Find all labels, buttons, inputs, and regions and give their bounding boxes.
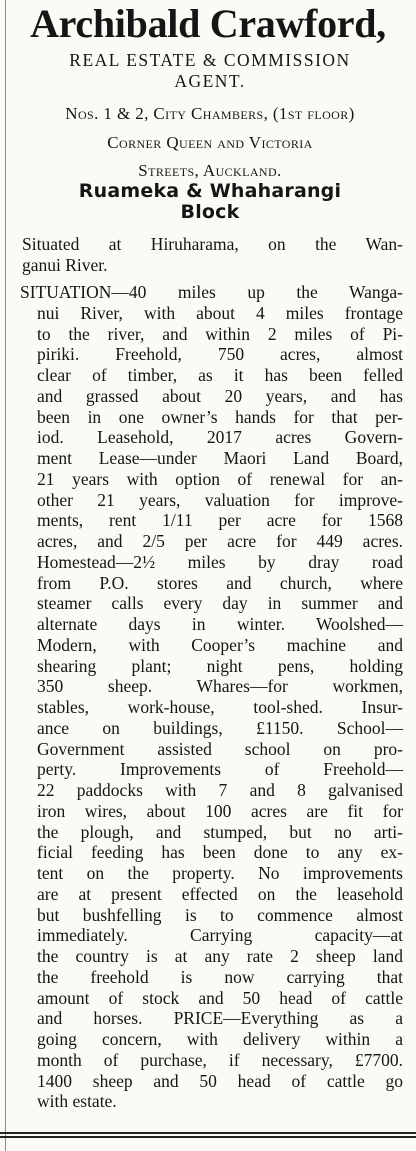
description-line: perty. Improvements of Freehold— bbox=[37, 759, 403, 780]
intro-line: Situated at Hiruharama, on the Wan- bbox=[22, 234, 403, 254]
description-line: Modern, with Cooper’s machine and bbox=[37, 634, 403, 655]
description-line: acres, and 2/5 per acre for 449 acres. bbox=[37, 531, 403, 551]
description-line: 350 sheep. Whares—for workmen, bbox=[37, 676, 403, 697]
address-line: Corner Queen and Victoria bbox=[107, 132, 313, 152]
address-line: Nos. 1 & 2, City Chambers, (1st floor) bbox=[65, 104, 355, 123]
advertiser-name: Archibald Crawford, bbox=[30, 1, 386, 46]
description-line: stables, work-house, tool-shed. Insur- bbox=[37, 697, 403, 717]
description-line: but bushfelling is to commence almost bbox=[37, 904, 403, 925]
description-line: from P.O. stores and church, where bbox=[37, 572, 403, 593]
block-line: Block bbox=[180, 201, 240, 223]
description-line: and grassed about 20 years, and has bbox=[37, 385, 403, 406]
description-line: other 21 years, valuation for improve- bbox=[37, 489, 403, 510]
description-line: and horses. PRICE—Everything as a bbox=[37, 1008, 403, 1029]
description-line: nui River, with about 4 miles frontage bbox=[37, 302, 403, 323]
description-line: iron wires, about 100 acres are fit for bbox=[37, 800, 403, 821]
description-line: the freehold is now carrying that bbox=[37, 966, 403, 987]
description-line: Homestead—2½ miles by dray road bbox=[37, 551, 403, 572]
description-line: to the river, and within 2 miles of Pi- bbox=[37, 323, 403, 344]
description-line: piriki. Freehold, 750 acres, almost bbox=[37, 344, 403, 365]
intro-line: ganui River. bbox=[22, 254, 108, 275]
block-line: Ruameka & Whaharangi bbox=[78, 180, 342, 202]
description-line: with estate. bbox=[37, 1091, 117, 1112]
bottom-rule-lower bbox=[0, 1136, 416, 1138]
description-line: going concern, with delivery within a bbox=[37, 1029, 403, 1049]
description-line: 1400 sheep and 50 head of cattle go bbox=[37, 1070, 403, 1091]
address-line: Streets, Auckland. bbox=[138, 161, 282, 180]
column-rule bbox=[5, 0, 6, 1151]
description-line: ficial feeding has been done to any ex- bbox=[37, 842, 403, 863]
description-line: are at present effected on the leasehold bbox=[37, 883, 403, 904]
description-line: shearing plant; night pens, holding bbox=[37, 655, 403, 676]
description-line: amount of stock and 50 head of cattle bbox=[37, 987, 403, 1008]
description-line: immediately. Carrying capacity—at bbox=[37, 925, 403, 946]
description-line: month of purchase, if necessary, £7700. bbox=[37, 1049, 403, 1070]
description-line: tent on the property. No improvements bbox=[37, 863, 403, 883]
description-line: the country is at any rate 2 sheep land bbox=[37, 946, 403, 966]
description-line: clear of timber, as it has been felled bbox=[37, 365, 403, 385]
description-line: iod. Leasehold, 2017 acres Govern- bbox=[37, 427, 403, 448]
description-line: 21 years with option of renewal for an- bbox=[37, 468, 403, 489]
description-line: ance on buildings, £1150. School— bbox=[37, 717, 403, 738]
description-line: alternate days in winter. Woolshed— bbox=[37, 614, 403, 634]
bottom-rule-upper bbox=[0, 1132, 416, 1134]
agent-line: AGENT. bbox=[174, 71, 246, 91]
description-line: 22 paddocks with 7 and 8 galvanised bbox=[37, 780, 403, 800]
description-line: Government assisted school on pro- bbox=[37, 738, 403, 759]
agent-line: REAL ESTATE & COMMISSION bbox=[69, 50, 351, 70]
description-line: steamer calls every day in summer and bbox=[37, 593, 403, 614]
description-line: SITUATION—40 miles up the Wanga- bbox=[20, 282, 403, 302]
description-line: ments, rent 1/11 per acre for 1568 bbox=[37, 510, 403, 531]
description-line: been in one owner’s hands for that per- bbox=[37, 406, 403, 427]
description-line: the plough, and stumped, but no arti- bbox=[37, 821, 403, 842]
description-line: ment Lease—under Maori Land Board, bbox=[37, 448, 403, 468]
